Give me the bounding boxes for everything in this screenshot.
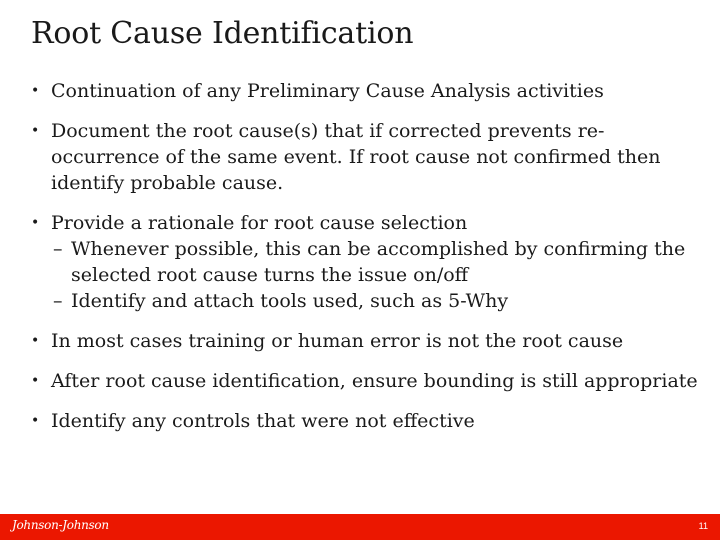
sub-bullet-item (31, 288, 701, 314)
slide-title: Root Cause Identification (31, 16, 414, 51)
bullet-dot-icon: • (31, 333, 40, 349)
bullet-dot-icon: • (31, 83, 40, 99)
dash-icon: – (53, 290, 63, 312)
bullet-item (31, 408, 701, 434)
bullet-dot-icon: • (31, 123, 40, 139)
bullet-item (31, 328, 701, 354)
bullet-text: Document the root cause(s) that if corrected prevents re-occurrence of the same event. If root cause not confirmed then identify probable cause. (51, 120, 661, 194)
bullet-text: Provide a rationale for root cause selection (51, 212, 468, 234)
sub-bullet-list (31, 236, 701, 314)
bullet-text: After root cause identification, ensure bounding is still appropriate (51, 370, 698, 392)
bullet-item (31, 368, 701, 394)
bullet-item (31, 210, 701, 236)
sub-bullet-text: Whenever possible, this can be accomplished by confirming the selected root cause turns the issue on/off (71, 238, 686, 286)
bullet-item (31, 118, 701, 196)
dash-icon: – (53, 238, 63, 260)
bullet-text: Continuation of any Preliminary Cause Analysis activities (51, 80, 604, 102)
page-number: 11 (698, 521, 708, 531)
footer-bar (0, 514, 720, 540)
bullet-text: Identify any controls that were not effective (51, 410, 475, 432)
bullet-text: In most cases training or human error is not the root cause (51, 330, 624, 352)
company-logo: Johnson-Johnson (12, 518, 109, 532)
bullet-dot-icon: • (31, 373, 40, 389)
bullet-item (31, 78, 701, 104)
bullet-dot-icon: • (31, 413, 40, 429)
sub-bullet-item (31, 236, 701, 288)
sub-bullet-text: Identify and attach tools used, such as 5-Why (71, 290, 509, 312)
bullet-dot-icon: • (31, 215, 40, 231)
bullet-list (31, 78, 701, 448)
